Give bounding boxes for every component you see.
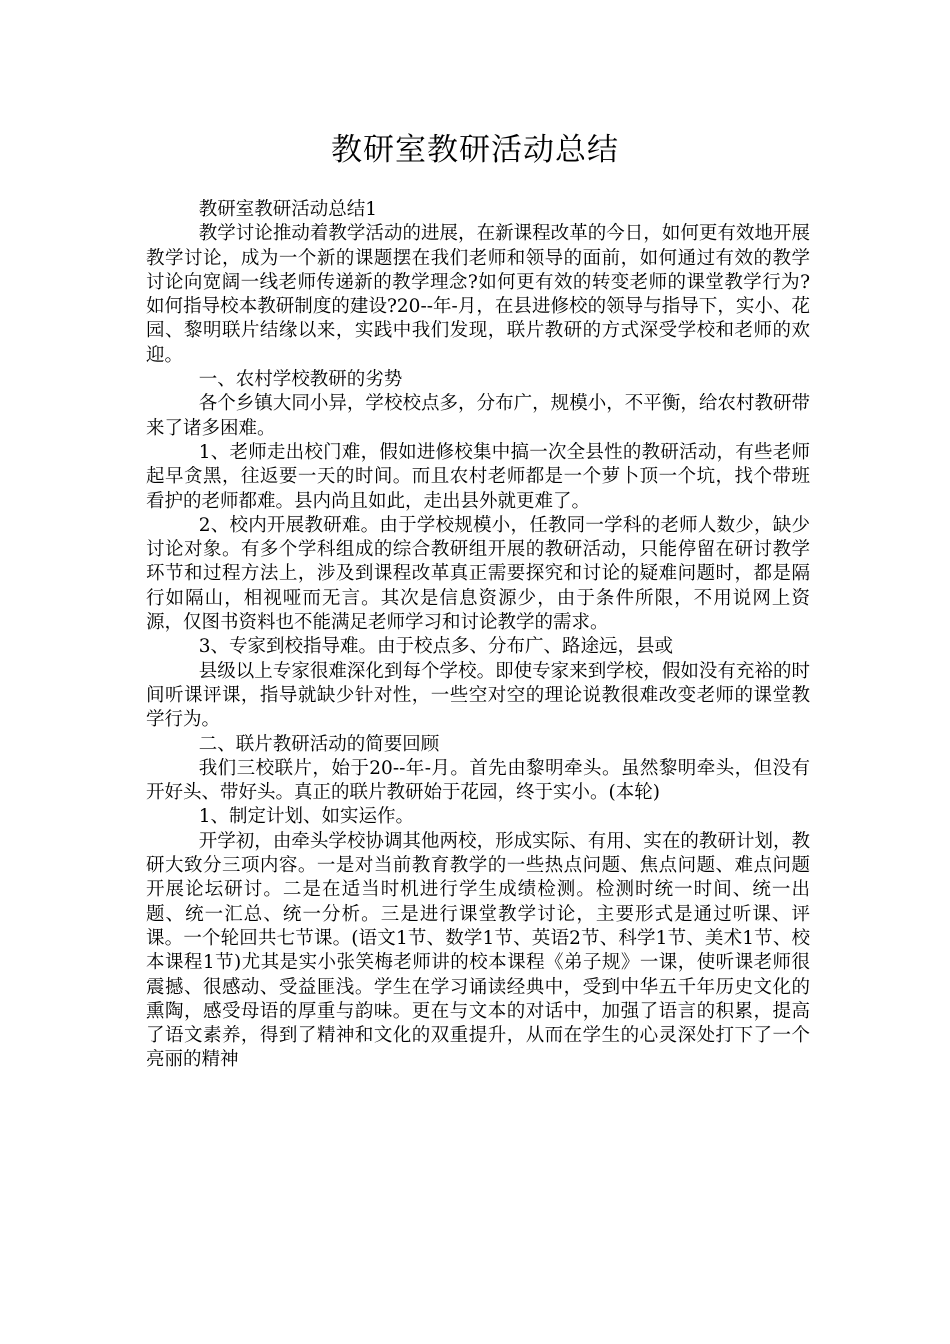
- section-heading: 二、联片教研活动的简要回顾: [198, 733, 440, 755]
- paragraph: 2、校内开展教研难。由于学校规模小，任教同一学科的老师人数少，缺少讨论对象。有多个学科组成的综合教研组开展的教研活动，只能停留在研讨教学环节和过程方法上，涉及到课程改革真正需要探究和讨论的疑难问题时，都是隔行如隔山，相视哑而无言。其次是信息资源少，由于条件所限，不用说网上资源，仅图书资料也不能满足老师学习和讨论教学的需求。: [146, 514, 810, 634]
- paragraph: 我们三校联片，始于20--年-月。首先由黎明牵头。虽然黎明牵头，但没有开好头、带好头。真正的联片教研始于花园，终于实小。(本轮): [146, 757, 810, 804]
- document-body: [146, 198, 810, 1073]
- section-heading: 一、农村学校教研的劣势: [198, 369, 403, 391]
- document-title: 教研室教研活动总结: [331, 132, 619, 168]
- paragraph: 各个乡镇大同小异，学校校点多，分布广，规模小，不平衡，给农村教研带来了诸多困难。: [146, 393, 810, 439]
- paragraph: 教学讨论推动着教学活动的进展，在新课程改革的今日，如何更有效地开展教学讨论，成为一个新的课题摆在我们老师和领导的面前，如何通过有效的教学讨论向宽阔一线老师传递新的教学理念?如何更有效的转变老师的课堂教学行为?如何指导校本教研制度的建设?20--年-月，在县进修校的领导与指导下，实小、花园、黎明联片结缘以来，实践中我们发现，联片教研的方式深受学校和老师的欢迎。: [146, 223, 810, 366]
- paragraph: 县级以上专家很难深化到每个学校。即使专家来到学校，假如没有充裕的时间听课评课，指导就缺少针对性，一些空对空的理论说教很难改变老师的课堂教学行为。: [146, 660, 810, 731]
- subsection-heading: 1、制定计划、如实运作。: [198, 806, 414, 828]
- paragraph: 教研室教研活动总结1: [198, 199, 377, 220]
- paragraph: 3、专家到校指导难。由于校点多、分布广、路途远，县或: [198, 636, 673, 658]
- paragraph: 1、老师走出校门难，假如进修校集中搞一次全县性的教研活动，有些老师起早贪黑，往返要一天的时间。而且农村老师都是一个萝卜顶一个坑，找个带班看护的老师都难。县内尚且如此，走出县外就更难了。: [146, 441, 810, 512]
- paragraph: 开学初，由牵头学校协调其他两校，形成实际、有用、实在的教研计划，教研大致分三项内容。一是对当前教育教学的一些热点问题、焦点问题、难点问题开展论坛研讨。二是在适当时机进行学生成绩检测。检测时统一时间、统一出题、统一汇总、统一分析。三是进行课堂教学讨论，主要形式是通过听课、评课。一个轮回共七节课。(语文1节、数学1节、英语2节、科学1节、美术1节、校本课程1节)尤其是实小张笑梅老师讲的校本课程《弟子规》一课，使听课老师很震撼、很感动、受益匪浅。学生在学习诵读经典中，受到中华五千年历史文化的熏陶，感受母语的厚重与韵味。更在与文本的对话中，加强了语言的积累，提高了语文素养，得到了精神和文化的双重提升，从而在学生的心灵深处打下了一个亮丽的精神: [146, 830, 810, 1071]
